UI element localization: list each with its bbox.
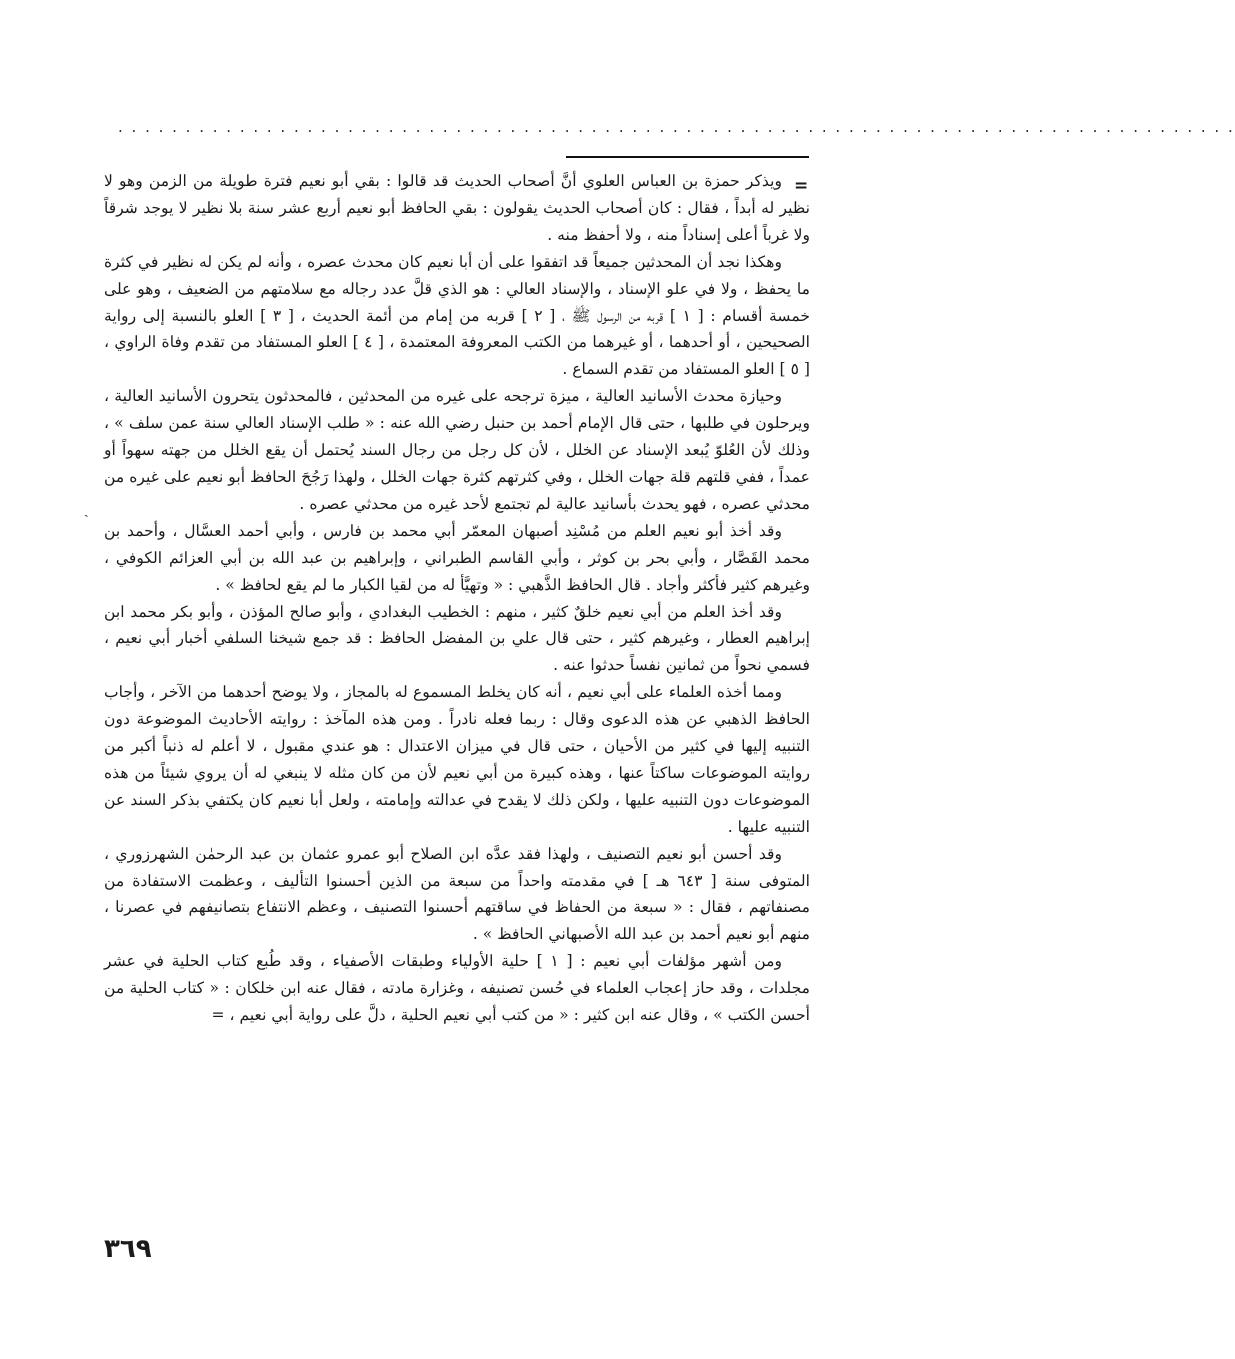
section-rule bbox=[566, 156, 809, 158]
paragraph-criticism: ومما أخذه العلماء على أبي نعيم ، أنه كان يخلط المسموع له بالمجاز ، ولا يوضح أحدهما من الآخر ، وأجاب الحافظ الذهبي عن هذه الدعوى وقال : ربما فعله نادراً . ومن هذه المآخذ : روايته الأحاديث الموضوعة دون التنبيه إليها في كثير من الأحيان ، حتى قال في ميزان الاعتدال : هو عندي مقبول ، لا أعلم له ذنباً أكبر من روايته الموضوعات ساكتاً عنها ، وهذه كبيرة من أبي نعيم لأن من كان مثله لا ينبغي له أن يروي شيئاً من هذه الموضوعات دون التنبيه عليها ، ولكن ذلك لا يقدح في عدالته وإمامته ، ولعل أبا نعيم كان يكتفي بذكر السند عن التنبيه عليها . bbox=[104, 683, 810, 836]
paragraph-authorship: وقد أحسن أبو نعيم التصنيف ، ولهذا فقد عدَّه ابن الصلاح أبو عمرو عثمان بن عبد الرحمٰن الشهرزوري ، المتوفى سنة [ ٦٤٣ هـ ] في مقدمته واحداً من سبعة من الذين أحسنوا التأليف ، وعظمت الاستفادة من مصنفاتهم ، فقال : « سبعة من الحفاظ في ساقتهم أحسنوا التصنيف ، وعظم الانتفاع بتصانيفهم في عصرنا ، منهم أبو نعيم أحمد بن عبد الله الأصبهاني الحافظ » . bbox=[104, 844, 811, 944]
paragraph-works: ومن أشهر مؤلفات أبي نعيم : [ ١ ] حلية الأولياء وطبقات الأصفياء ، وقد طُبع كتاب الحلية في عشر مجلدات ، وقد حاز إعجاب العلماء في حُسن تصنيفه ، وغزارة مادته ، فقال عنه ابن خلكان : « كتاب الحلية من أحسن الكتب » ، وقال عنه ابن كثير : « من كتب أبي نعيم الحلية ، دلَّ على رواية أبي نعيم ، = bbox=[104, 952, 810, 1025]
paragraph-isnad-merit: وحيازة محدث الأسانيد العالية ، ميزة ترجحه على غيره من المحدثين ، فالمحدثون يتحرون الأسانيد العالية ، ويرحلون في طلبها ، حتى قال الإمام أحمد بن حنبل رضي الله عنه : « طلب الإسناد العالي سنة عمن سلف » ، وذلك لأن العُلوّ يُبعد الإسناد عن الخلل ، لأن كل رجل من رجال السند يُحتمل أن يقع الخلل من جهته سهواً أو عمداً ، ففي قلتهم قلة جهات الخلل ، وفي كثرتهم كثرة جهات الخلل ، ولهذا رَجُحَ الحافظ أبو نعيم على غيره من محدثي عصره ، فهو يحدث بأسانيد عالية لم تجتمع لأحد غيره من محدثي عصره . bbox=[104, 387, 810, 513]
paragraph-high-isnad: وهكذا نجد أن المحدثين جميعاً قد اتفقوا على أن أبا نعيم كان محدث عصره ، وأنه لم يكن له نظير في كثرة ما يحفظ ، ولا في علو الإسناد ، والإسناد العالي : هو الذي قلَّ عدد رجاله مع سلامتهم من الضعيف ، وهو على خمسة أقسام : [ ١ ] قربه من الرسول ﷺ ، [ ٢ ] قربه من إمام من أئمة الحديث ، [ ٣ ] العلو بالنسبة إلى رواية الصحيحين ، أو أحدهما ، أو غيرهما من الكتب المعروفة المعتمدة ، [ ٤ ] العلو المستفاد من تقدم وفاة الراوي ، [ ٥ ] العلو المستفاد من تقدم السماع . bbox=[104, 252, 810, 379]
paragraph-teachers: وقد أخذ أبو نعيم العلم من مُسْنِد أصبهان المعمّر أبي محمد بن فارس ، وأبي أحمد العسَّال ، وأحمد بن محمد القَصَّار ، وأبي بحر بن كوثر ، وأبي القاسم الطبراني ، وإبراهيم بن عبد الله بن أبي العزائم الكوفي ، وغيرهم كثير فأكثر وأجاد . قال الحافظ الذَّهبي : « وتهيَّأ له من لقيا الكبار ما لم يقع لحافظ » . bbox=[104, 521, 811, 594]
paragraph-hamza-quote: ويذكر حمزة بن العباس العلوي أنَّ أصحاب الحديث قد قالوا : بقي أبو نعيم فترة طويلة من الزمن وهو لا نظير له أبداً ، فقال : كان أصحاب الحديث يقولون : بقي الحافظ أبو نعيم أربع عشر سنة بلا نظير لا يوجد شرقاً ولا غرباً أعلى إسناداً منه ، ولا أحفظ منه . bbox=[104, 172, 810, 244]
body-text bbox=[104, 168, 810, 1029]
continuation-mark: = bbox=[794, 176, 809, 196]
margin-tick: ˎ bbox=[84, 502, 89, 518]
dot-leader: . . . . . . . . . . . . . . . . . . . . . . . . . . . . . . . . . . . . . . . . . . . . . . . . . . . . . . . . . . . . . . . . . . . . . . . . . . . . . . . . . . . bbox=[118, 118, 1235, 136]
page-number: ٣٦٩ bbox=[104, 1234, 152, 1264]
paragraph-students: وقد أخذ العلم من أبي نعيم خلقٌ كثير ، منهم : الخطيب البغدادي ، وأبو صالح المؤذن ، وأبو بكر محمد ابن إبراهيم العطار ، وغيرهم كثير ، حتى قال علي بن المفضل الحافظ : قد جمع شيخنا السلفي أخبار أبي نعيم ، فسمي نحواً من ثمانين نفساً حدثوا عنه . bbox=[104, 602, 810, 675]
